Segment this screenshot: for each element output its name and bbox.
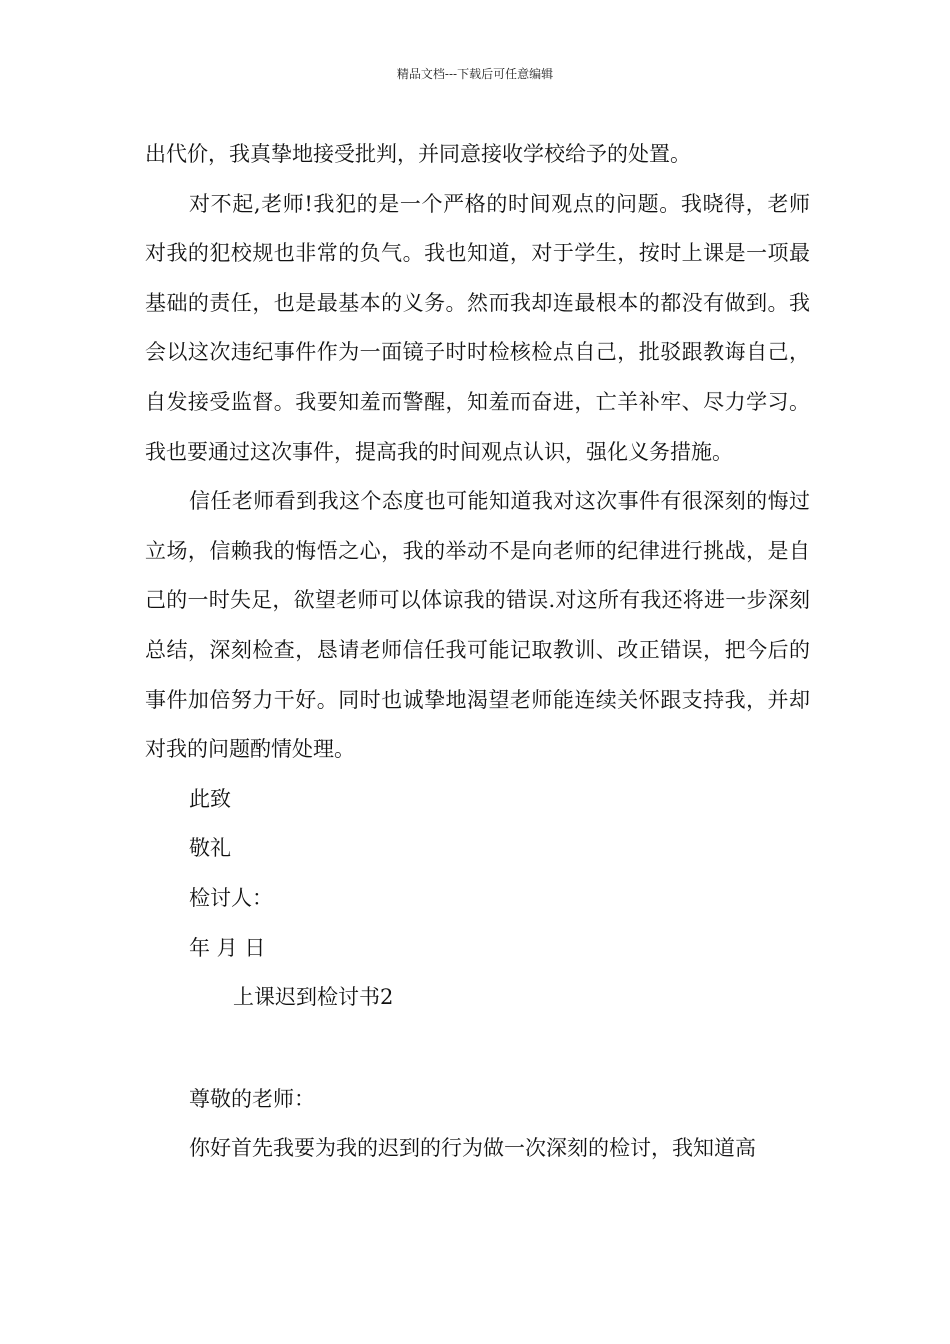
document-body: [145, 130, 810, 1174]
section-subtitle: 上课迟到检讨书2: [233, 985, 394, 1010]
salutation: 尊敬的老师：: [189, 1086, 315, 1111]
signer-label: 检讨人：: [189, 885, 273, 910]
date-line: 年 月 日: [189, 935, 266, 960]
closing-line-1: 此致: [189, 786, 231, 811]
page-header: 精品文档---下载后可任意编辑: [396, 67, 554, 81]
paragraph-trust: 信任老师看到我这个态度也可能知道我对这次事件有很深刻的悔过立场，信赖我的悔悟之心，我的举动不是向老师的纪律进行挑战，是自己的一时失足，欲望老师可以体谅我的错误.对这所有我还将进一步深刻总结，深刻检查，恳请老师信任我可能记取教训、改正错误，把今后的事件加倍努力干好。同时也诚挚地渴望老师能连续关怀跟支持我，并却对我的问题酌情处理。: [145, 489, 810, 762]
paragraph-apology: 对不起,老师!我犯的是一个严格的时间观点的问题。我晓得，老师对我的犯校规也非常的负气。我也知道，对于学生，按时上课是一项最基础的责任，也是最基本的义务。然而我却连最根本的都没有做到。我会以这次违纪事件作为一面镜子时时检核检点自己，批驳跟教诲自己，自发接受监督。我要知羞而警醒，知羞而奋进，亡羊补牢、尽力学习。我也要通过这次事件，提高我的时间观点认识，强化义务措施。: [145, 191, 810, 464]
closing-line-2: 敬礼: [189, 836, 231, 861]
paragraph-continuation: 出代价，我真挚地接受批判，并同意接收学校给予的处置。: [145, 142, 691, 166]
paragraph-opening: 你好首先我要为我的迟到的行为做一次深刻的检讨，我知道高: [189, 1136, 756, 1161]
